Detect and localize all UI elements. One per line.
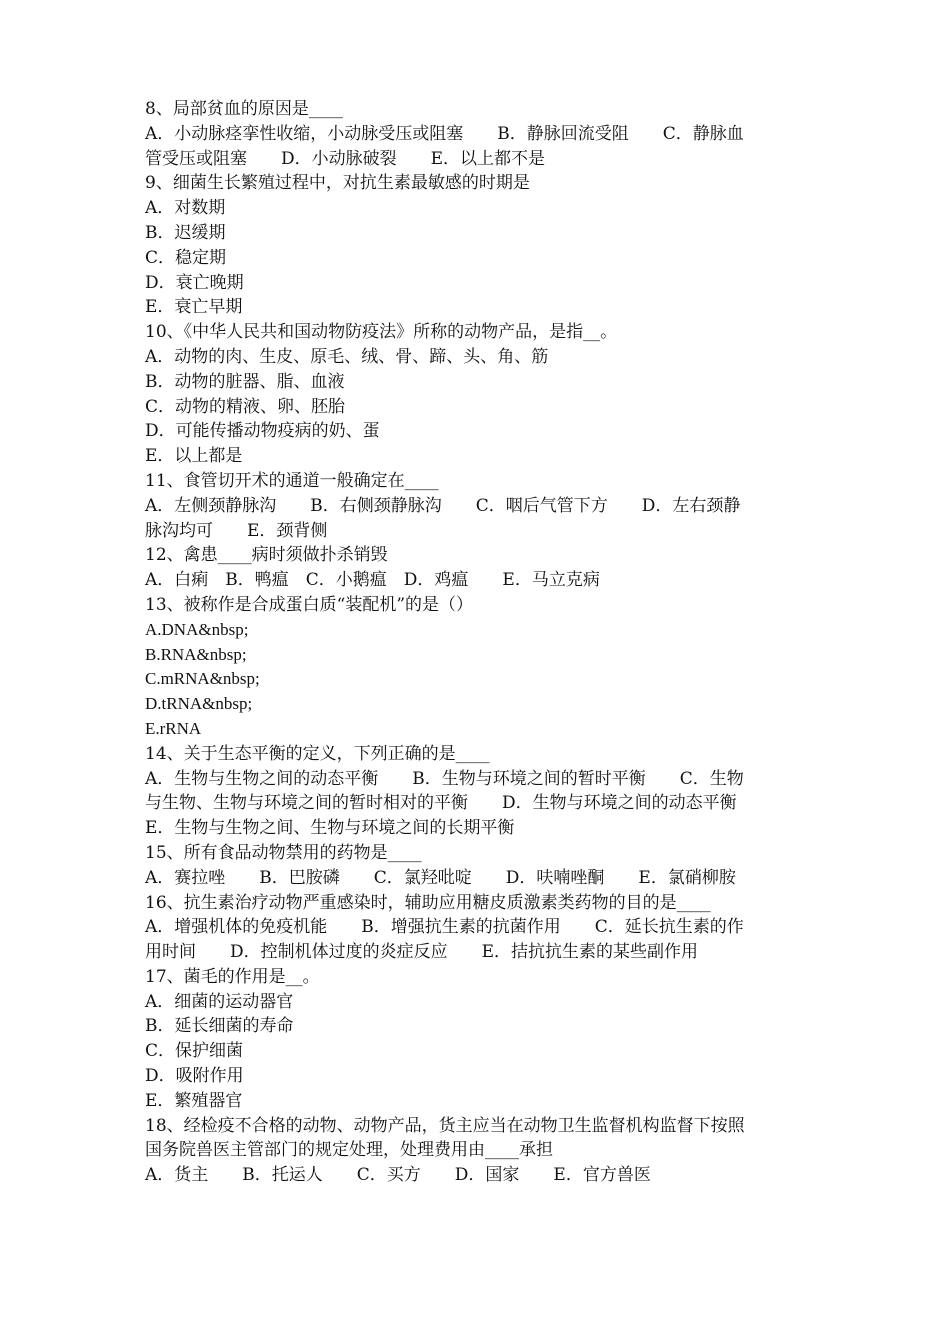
question-16-options-line-2: 用时间 D．控制机体过度的炎症反应 E．拮抗抗生素的某些副作用 xyxy=(145,942,699,963)
document-page xyxy=(145,97,810,1188)
question-14-options-line-2: 与生物、生物与环境之间的暂时相对的平衡 D．生物与环境之间的动态平衡 xyxy=(145,793,737,814)
question-13-option-c: C.mRNA&nbsp; xyxy=(145,669,260,689)
question-14-options-line-3: E．生物与生物之间、生物与环境之间的长期平衡 xyxy=(145,818,515,839)
question-16-options-line-1: A．增强机体的免疫机能 B．增强抗生素的抗菌作用 C．延长抗生素的作 xyxy=(145,917,744,938)
question-9-option-b: B．迟缓期 xyxy=(145,222,226,243)
question-8-title: 8、局部贫血的原因是____ xyxy=(145,99,343,119)
question-10-option-e: E．以上都是 xyxy=(145,446,243,467)
question-17-option-d: D．吸附作用 xyxy=(145,1066,244,1087)
question-12-title: 12、禽患____病时须做扑杀销毁 xyxy=(145,545,388,566)
question-17-option-a: A．细菌的运动器官 xyxy=(145,991,294,1012)
question-10-option-a: A．动物的肉、生皮、原毛、绒、骨、蹄、头、角、筋 xyxy=(145,346,549,367)
question-13-option-a: A.DNA&nbsp; xyxy=(145,619,249,639)
question-9-title: 9、细菌生长繁殖过程中，对抗生素最敏感的时期是 xyxy=(145,173,530,194)
question-9-option-e: E．衰亡早期 xyxy=(145,297,243,318)
question-11-options-line-1: A．左侧颈静脉沟 B．右侧颈静脉沟 C．咽后气管下方 D．左右颈静 xyxy=(145,495,741,516)
question-10-option-d: D．可能传播动物疫病的奶、蛋 xyxy=(145,421,380,442)
question-14-title: 14、关于生态平衡的定义，下列正确的是____ xyxy=(145,743,490,764)
question-13-option-d: D.tRNA&nbsp; xyxy=(145,694,253,714)
question-8-options-line-2: 管受压或阻塞 D．小动脉破裂 E．以上都不是 xyxy=(145,148,546,169)
question-14-options-line-1: A．生物与生物之间的动态平衡 B．生物与环境之间的暂时平衡 C．生物 xyxy=(145,768,744,789)
question-18-title-line-1: 18、经检疫不合格的动物、动物产品，货主应当在动物卫生监督机构监督下按照 xyxy=(145,1115,745,1136)
question-18-options: A．货主 B．托运人 C．买方 D．国家 E．官方兽医 xyxy=(145,1165,651,1186)
question-10-title: 10、《中华人民共和国动物防疫法》所称的动物产品，是指__。 xyxy=(145,322,618,343)
question-10-option-c: C．动物的精液、卵、胚胎 xyxy=(145,396,346,417)
question-9-option-d: D．衰亡晚期 xyxy=(145,272,244,293)
question-9-option-a: A．对数期 xyxy=(145,198,226,219)
question-15-options: A．赛拉唑 B．巴胺磷 C．氯羟吡啶 D．呋喃唑酮 E．氯硝柳胺 xyxy=(145,867,736,888)
question-10-option-b: B．动物的脏器、脂、血液 xyxy=(145,371,345,392)
question-11-options-line-2: 脉沟均可 E．颈背侧 xyxy=(145,520,328,541)
question-17-option-c: C．保护细菌 xyxy=(145,1041,244,1062)
question-9-option-c: C．稳定期 xyxy=(145,247,227,268)
question-16-title: 16、抗生素治疗动物严重感染时，辅助应用糖皮质激素类药物的目的是____ xyxy=(145,892,711,913)
question-11-title: 11、食管切开术的通道一般确定在____ xyxy=(145,470,439,491)
question-12-options: A．白痢 B．鸭瘟 C．小鹅瘟 D．鸡瘟 E．马立克病 xyxy=(145,570,600,591)
question-17-option-b: B．延长细菌的寿命 xyxy=(145,1016,294,1037)
question-13-title: 13、被称作是合成蛋白质“装配机”的是（） xyxy=(145,594,474,615)
question-8-options-line-1: A．小动脉痉挛性收缩，小动脉受压或阻塞 B．静脉回流受阻 C．静脉血 xyxy=(145,123,744,144)
question-17-title: 17、菌毛的作用是__。 xyxy=(145,966,320,987)
question-13-option-e: E.rRNA xyxy=(145,718,202,738)
question-17-option-e: E．繁殖器官 xyxy=(145,1090,243,1111)
question-18-title-line-2: 国务院兽医主管部门的规定处理，处理费用由____承担 xyxy=(145,1140,553,1161)
question-13-option-b: B.RNA&nbsp; xyxy=(145,644,247,664)
question-15-title: 15、所有食品动物禁用的药物是____ xyxy=(145,842,422,863)
